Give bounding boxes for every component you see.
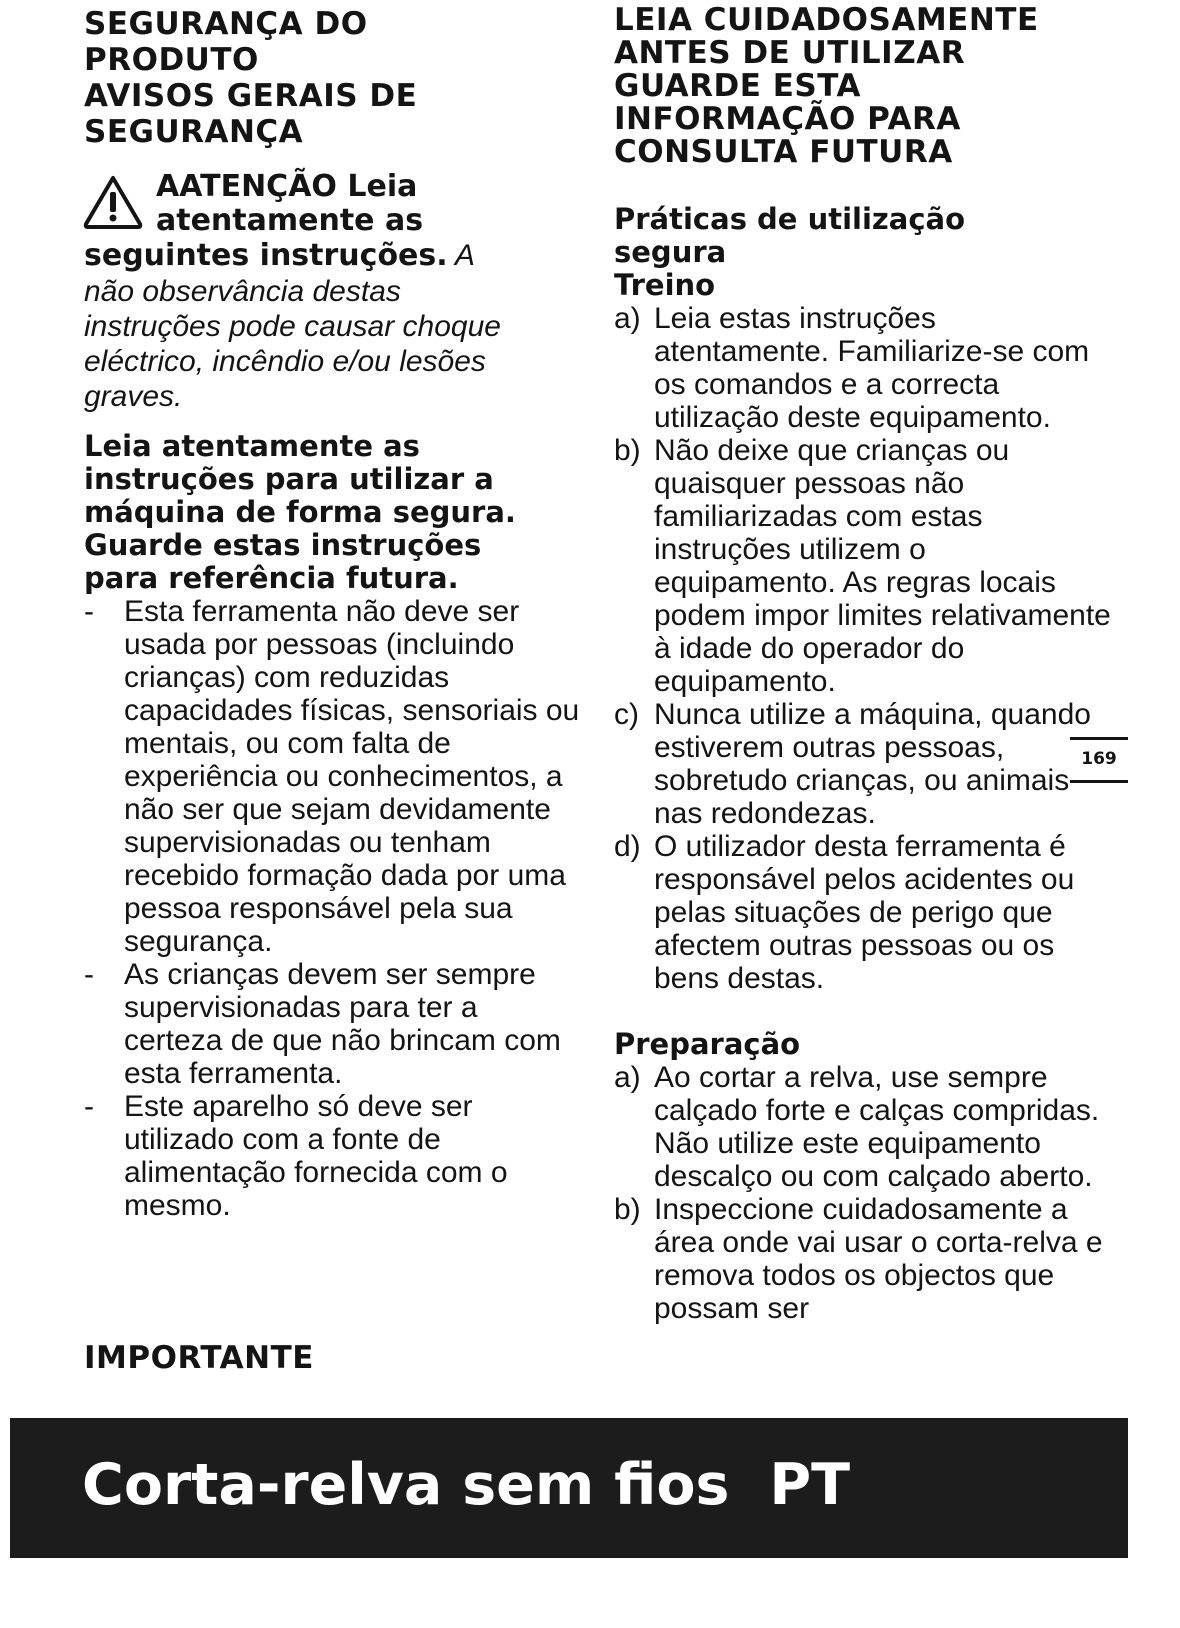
safe-practices-title	[614, 203, 1114, 302]
important-heading: IMPORTANTE	[84, 1340, 314, 1376]
heading-line: AVISOS GERAIS DE	[84, 78, 418, 114]
product-name: Corta-relva sem fios	[82, 1452, 730, 1518]
warning-line	[84, 238, 584, 274]
heading-line: LEIA CUIDADOSAMENTE	[614, 2, 1039, 38]
page-tab-rule	[1070, 737, 1128, 740]
page-number: 169	[1081, 749, 1117, 769]
bullet-text: Este aparelho só deve ser utilizado com a fonte de alimentação fornecida com o mesmo.	[124, 1090, 508, 1222]
page-tab-rule	[1070, 780, 1128, 783]
list-item	[84, 958, 584, 1090]
list-item	[84, 1090, 584, 1222]
item-text: Leia estas instruções atentamente. Familiarize-se com os comandos e a correcta utilização deste equipamento.	[654, 302, 1090, 434]
footer-title	[82, 1452, 850, 1518]
list-item	[84, 595, 584, 958]
preparation-title: Preparação	[614, 1027, 801, 1061]
item-text: Ao cortar a relva, use sempre calçado forte e calças compridas. Não utilize este equipamento descalço ou com calçado aberto.	[654, 1061, 1100, 1193]
item-marker: d)	[614, 830, 641, 863]
warning-block	[84, 170, 584, 414]
heading-line: INFORMAÇÃO PARA	[614, 101, 961, 137]
bold-line: Leia atentamente as	[84, 429, 420, 463]
read-instructions-block	[84, 430, 584, 595]
item-marker: c)	[614, 698, 639, 731]
section-title-line: Práticas de utilização	[614, 202, 966, 236]
warning-line: atentamente as	[156, 203, 424, 238]
warning-italic-text	[84, 274, 584, 414]
warning-bold: seguintes instruções.	[84, 238, 448, 273]
heading-line: CONSULTA FUTURA	[614, 134, 953, 170]
bullet-marker: -	[84, 1090, 94, 1123]
list-item	[614, 698, 1114, 830]
item-marker: b)	[614, 434, 641, 467]
warning-italic-line: graves.	[84, 380, 183, 413]
heading-line: GUARDE ESTA	[614, 68, 861, 104]
item-marker: a)	[614, 1061, 641, 1094]
bullet-marker: -	[84, 958, 94, 991]
item-marker: a)	[614, 302, 641, 335]
warning-italic-line: não observância destas	[84, 275, 401, 308]
bold-line: instruções para utilizar a	[84, 462, 494, 496]
footer-bar	[10, 1418, 1128, 1558]
bullet-text: As crianças devem ser sempre supervisionadas para ter a certeza de que não brincam com esta ferramenta.	[124, 958, 561, 1090]
training-title: Treino	[614, 268, 716, 302]
bold-line: Guarde estas instruções	[84, 528, 482, 562]
item-marker: b)	[614, 1193, 641, 1226]
list-item	[614, 830, 1114, 995]
bold-line: máquina de forma segura.	[84, 495, 516, 529]
bold-line: para referência futura.	[84, 561, 459, 595]
list-item	[614, 434, 1114, 698]
training-list	[614, 302, 1114, 995]
item-text: O utilizador desta ferramenta é responsável pelos acidentes ou pelas situações de perigo que afectem outras pessoas ou os bens destas.	[654, 830, 1075, 995]
page-number-tab	[1070, 737, 1128, 783]
warning-italic-line: eléctrico, incêndio e/ou lesões	[84, 345, 486, 378]
warning-italic-line: instruções pode causar choque	[84, 310, 501, 343]
bullet-text: Esta ferramenta não deve ser usada por pessoas (incluindo crianças) com reduzidas capacidades físicas, sensoriais ou mentais, ou com falta de experiência ou conhecimentos, a não ser que sejam devidamente supervisionadas ou tenham recebido formação dada por uma pessoa responsável pela sua segurança.	[124, 595, 580, 958]
preparation-list	[614, 1061, 1114, 1325]
list-item	[614, 1061, 1114, 1193]
bullet-marker: -	[84, 595, 94, 628]
item-text: Inspeccione cuidadosamente a área onde vai usar o corta-relva e remova todos os objectos que possam ser	[654, 1193, 1103, 1325]
warning-triangle-icon	[82, 174, 144, 230]
language-code: PT	[769, 1452, 851, 1518]
list-item	[614, 302, 1114, 434]
safety-bullets	[84, 595, 584, 1222]
item-text: Não deixe que crianças ou quaisquer pessoas não familiarizadas com estas instruções utilizem o equipamento. As regras locais podem impor limites relativamente à idade do operador do equipamento.	[654, 434, 1111, 698]
heading-line: SEGURANÇA	[84, 114, 304, 150]
warning-line: AATENÇÃO Leia	[156, 169, 418, 204]
list-item	[614, 1193, 1114, 1325]
left-heading	[84, 6, 584, 150]
right-column	[614, 0, 1114, 1325]
heading-line: SEGURANÇA DO	[84, 6, 368, 42]
right-heading	[614, 4, 1114, 169]
left-column	[84, 0, 584, 1222]
section-title-line: segura	[614, 235, 727, 269]
item-text: Nunca utilize a máquina, quando estiverem outras pessoas, sobretudo crianças, ou animais nas redondezas.	[654, 698, 1091, 830]
warning-italic: A	[447, 239, 475, 272]
heading-line: PRODUTO	[84, 42, 259, 78]
heading-line: ANTES DE UTILIZAR	[614, 35, 966, 71]
